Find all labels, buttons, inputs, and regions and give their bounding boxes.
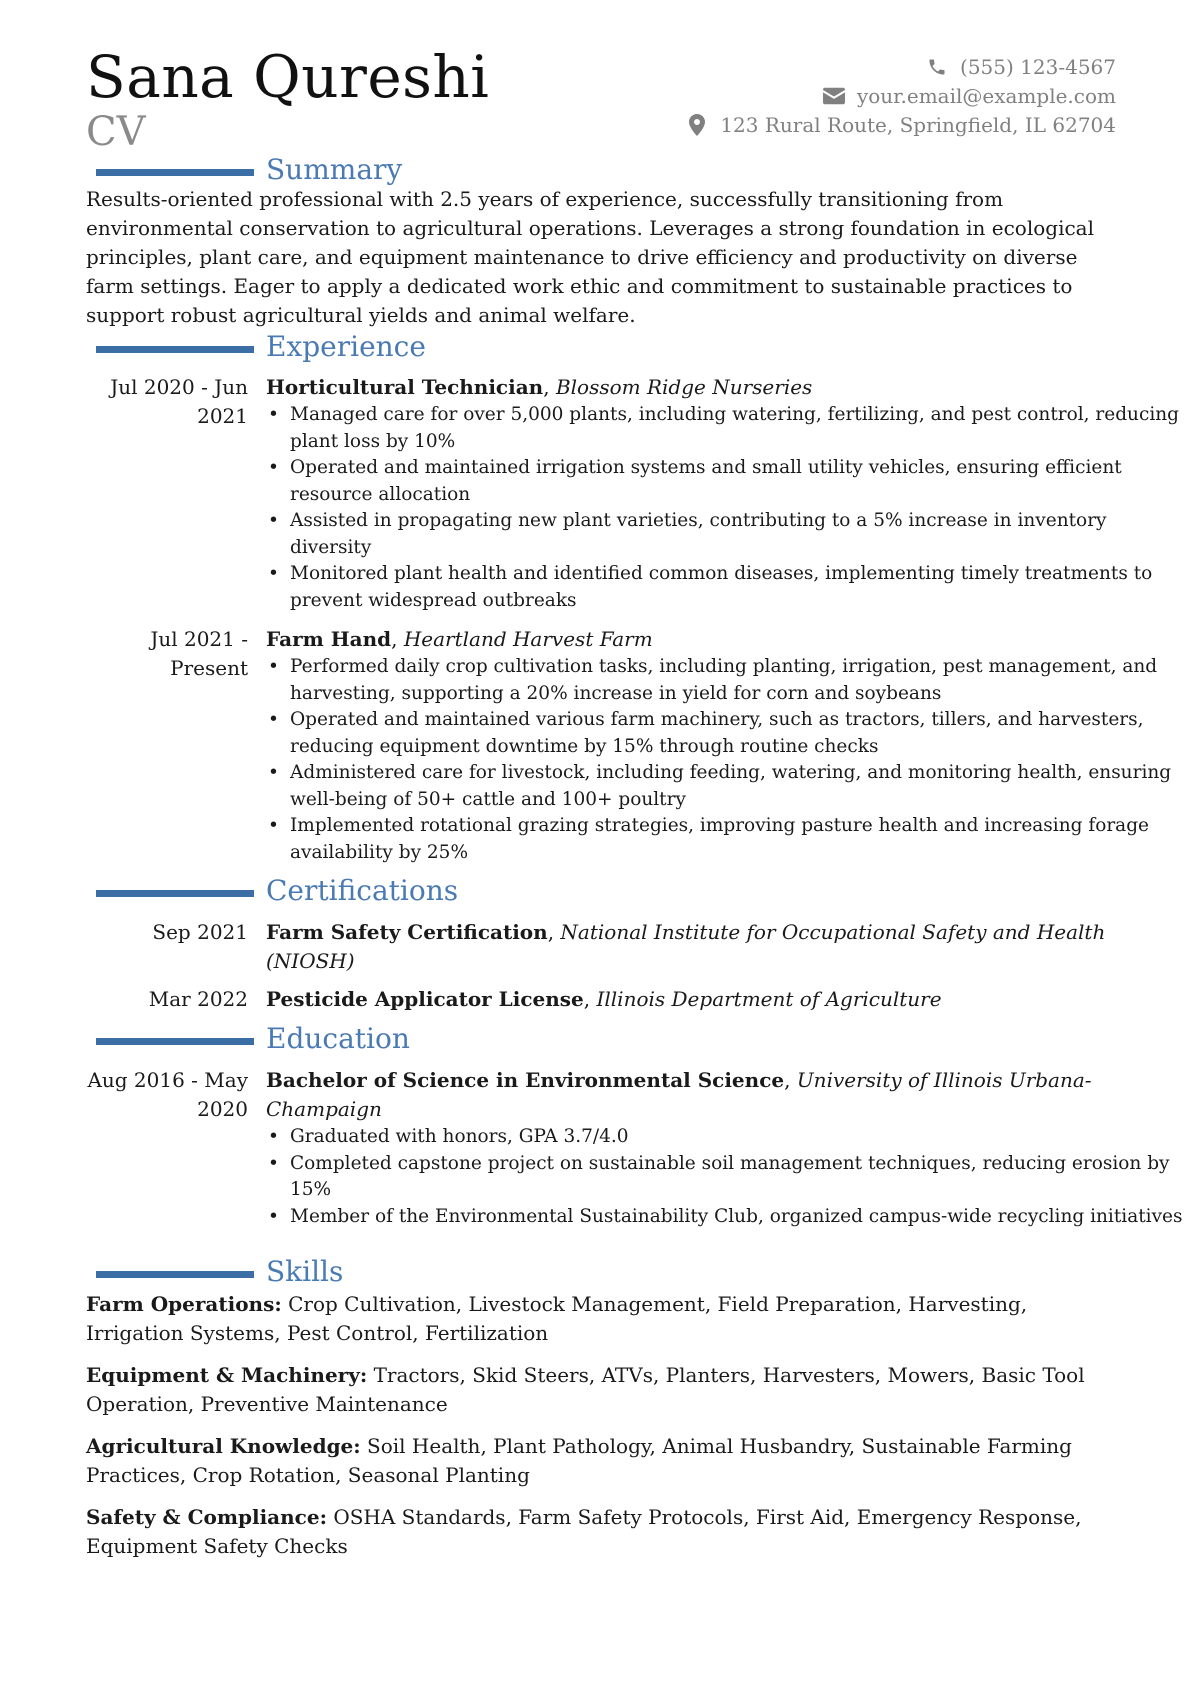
- entry-bullets: [266, 402, 1188, 614]
- entry-org: Blossom Ridge Nurseries: [555, 375, 813, 399]
- skills-list: [86, 1290, 1116, 1574]
- list-item: • Graduated with honors, GPA 3.7/4.0: [266, 1124, 1188, 1151]
- skill-label: Equipment & Machinery:: [86, 1363, 368, 1387]
- contact-address: [686, 110, 1116, 139]
- entry-body: [266, 373, 1188, 614]
- summary-heading: [96, 153, 402, 187]
- list-item: • Completed capstone project on sustainable soil management techniques, reducing erosion by 15%: [266, 1151, 1188, 1204]
- skill-label: Agricultural Knowledge:: [86, 1434, 361, 1458]
- skill-text: Soil Health, Plant Pathology, Animal Husbandry, Sustainable Farming Practices, Crop Rotation, Seasonal Planting: [86, 1434, 1072, 1487]
- certifications-heading: [96, 874, 458, 908]
- entry-title: Farm Safety Certification: [266, 920, 548, 944]
- entry-title: Pesticide Applicator License: [266, 987, 584, 1011]
- postal-address: 123 Rural Route, Springfield, IL 62704: [720, 112, 1116, 137]
- phone-number[interactable]: (555) 123-4567: [960, 54, 1116, 79]
- skill-group: [86, 1290, 1116, 1348]
- section-bar: [96, 1038, 254, 1045]
- entry-heading: Horticultural Technician, Blossom Ridge Nurseries: [266, 375, 813, 399]
- entry-bullets: [266, 654, 1188, 866]
- education-heading: [96, 1022, 410, 1056]
- entry-org: Illinois Department of Agriculture: [596, 987, 942, 1011]
- section-title: Summary: [266, 153, 403, 186]
- section-title: Education: [266, 1022, 410, 1055]
- list-item: • Assisted in propagating new plant varieties, contributing to a 5% increase in inventory diversity: [266, 508, 1188, 561]
- section-bar: [96, 890, 254, 897]
- contact-phone: [686, 52, 1116, 81]
- entry-body: Pesticide Applicator License, Illinois Department of Agriculture: [266, 987, 942, 1011]
- entry-body: Farm Safety Certification, National Institute for Occupational Safety and Health (NIOSH): [266, 920, 1106, 973]
- section-title: Certifications: [266, 874, 459, 907]
- section-title: Skills: [266, 1255, 344, 1288]
- entry-date: Jul 2021 - Present: [150, 627, 248, 680]
- experience-heading: [96, 330, 426, 364]
- entry-title: Bachelor of Science in Environmental Science: [266, 1068, 785, 1092]
- section-bar: [96, 346, 254, 353]
- list-item: • Managed care for over 5,000 plants, including watering, fertilizing, and pest control, reducing plant loss by 10%: [266, 402, 1188, 455]
- skill-group: [86, 1361, 1116, 1419]
- list-item: • Operated and maintained irrigation systems and small utility vehicles, ensuring efficient resource allocation: [266, 455, 1188, 508]
- person-name: Sana Qureshi: [86, 43, 490, 111]
- skill-text: Crop Cultivation, Livestock Management, Field Preparation, Harvesting, Irrigation Systems, Pest Control, Fertilization: [86, 1292, 1028, 1345]
- summary-text: Results-oriented professional with 2.5 years of experience, successfully transitioning from environmental conservation to agricultural operations. Leverages a strong foundation in ecological principles, plant care, and equipment maintenance to drive efficiency and productivity on diverse farm settings. Eager to apply a dedicated work ethic and commitment to sustainable practices to support robust agricultural yields and animal welfare.: [86, 187, 1094, 327]
- entry-body: [266, 625, 1188, 866]
- list-item: • Performed daily crop cultivation tasks, including planting, irrigation, pest management, and harvesting, supporting a 20% increase in yield for corn and soybeans: [266, 654, 1188, 707]
- email-address[interactable]: your.email@example.com: [856, 83, 1116, 108]
- entry-heading: Bachelor of Science in Environmental Science, University of Illinois Urbana-Champaign: [266, 1068, 1092, 1121]
- skill-group: [86, 1503, 1116, 1561]
- skill-label: Safety & Compliance:: [86, 1505, 327, 1529]
- skill-text: Tractors, Skid Steers, ATVs, Planters, Harvesters, Mowers, Basic Tool Operation, Preventive Maintenance: [86, 1363, 1085, 1416]
- skill-group: [86, 1432, 1116, 1490]
- phone-icon: [926, 56, 948, 78]
- entry-date: Aug 2016 - May 2020: [87, 1068, 248, 1121]
- map-marker-icon: [686, 114, 708, 136]
- section-title: Experience: [266, 330, 426, 363]
- entry-body: [266, 1066, 1188, 1230]
- list-item: • Operated and maintained various farm machinery, such as tractors, tillers, and harvesters, reducing equipment downtime by 15% through routine checks: [266, 707, 1188, 760]
- entry-date: Jul 2020 - Jun 2021: [110, 375, 248, 428]
- entry-org: National Institute for Occupational Safety and Health (NIOSH): [266, 920, 1106, 973]
- skills-heading: [96, 1255, 343, 1289]
- entry-org: Heartland Harvest Farm: [403, 627, 653, 651]
- list-item: • Member of the Environmental Sustainability Club, organized campus-wide recycling initiatives: [266, 1204, 1188, 1231]
- contact-block: [686, 52, 1116, 139]
- section-bar: [96, 1271, 254, 1278]
- list-item: • Administered care for livestock, including feeding, watering, and monitoring health, ensuring well-being of 50+ cattle and 100+ poultry: [266, 760, 1188, 813]
- contact-email: [686, 81, 1116, 110]
- skill-text: OSHA Standards, Farm Safety Protocols, First Aid, Emergency Response, Equipment Safety Checks: [86, 1505, 1082, 1558]
- list-item: • Implemented rotational grazing strategies, improving pasture health and increasing forage availability by 25%: [266, 813, 1188, 866]
- entry-heading: Farm Hand, Heartland Harvest Farm: [266, 627, 653, 651]
- document-subtitle: CV: [86, 109, 146, 155]
- envelope-icon: [823, 85, 845, 107]
- entry-title: Farm Hand: [266, 627, 392, 651]
- entry-title: Horticultural Technician: [266, 375, 544, 399]
- entry-date: Mar 2022: [148, 987, 248, 1011]
- skill-label: Farm Operations:: [86, 1292, 282, 1316]
- entry-bullets: [266, 1124, 1188, 1230]
- list-item: • Monitored plant health and identified common diseases, implementing timely treatments to prevent widespread outbreaks: [266, 561, 1188, 614]
- entry-date: Sep 2021: [152, 920, 248, 944]
- section-bar: [96, 169, 254, 176]
- entry-org: University of Illinois Urbana-Champaign: [266, 1068, 1092, 1121]
